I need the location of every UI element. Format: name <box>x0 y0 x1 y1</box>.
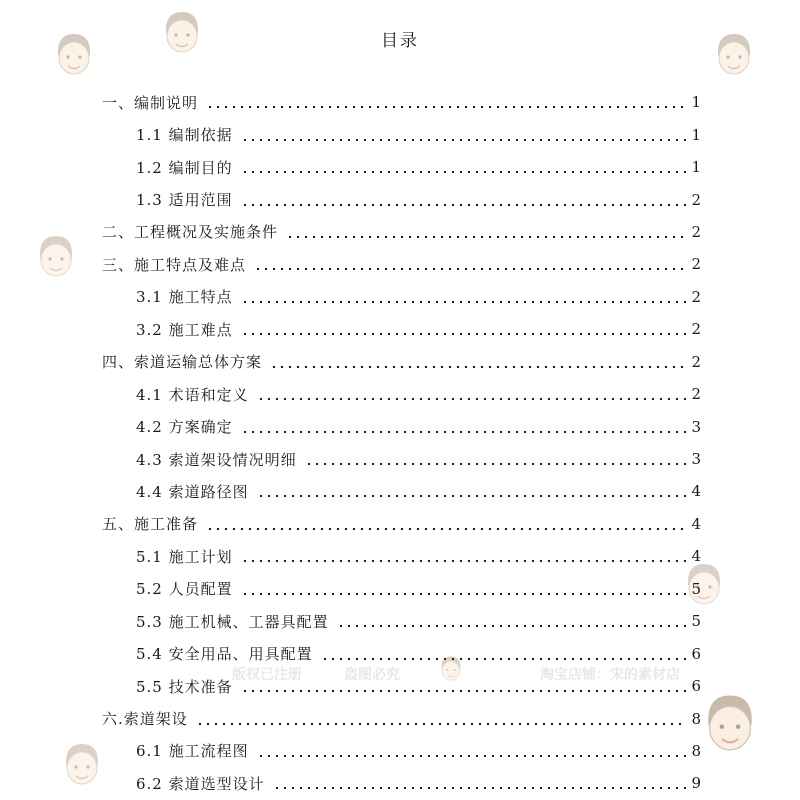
toc-entry[interactable] <box>0 346 800 378</box>
table-of-contents <box>0 86 800 800</box>
toc-entry-label: 一、编制说明 <box>102 93 199 112</box>
toc-entry-page-number: 8 <box>691 741 701 760</box>
toc-entry-label: 六.索道架设 <box>102 710 188 729</box>
toc-entry-label: 5.2 人员配置 <box>136 580 233 599</box>
toc-entry[interactable] <box>0 508 800 540</box>
watermark-text: 版权已注册 <box>232 667 302 683</box>
toc-dot-leader <box>257 397 687 401</box>
toc-dot-leader <box>241 170 687 174</box>
toc-entry-label: 三、施工特点及难点 <box>102 255 247 274</box>
toc-entry-page-number: 9 <box>691 774 701 793</box>
toc-entry-label: 4.1 术语和定义 <box>136 385 249 404</box>
toc-entry-page-number: 1 <box>691 158 701 177</box>
toc-entry[interactable] <box>0 475 800 507</box>
toc-dot-leader <box>321 657 687 661</box>
toc-entry-label: 5.1 施工计划 <box>136 547 233 566</box>
toc-dot-leader <box>206 527 687 531</box>
toc-entry-label: 3.2 施工难点 <box>136 320 233 339</box>
toc-dot-leader <box>286 235 687 239</box>
toc-entry[interactable] <box>0 443 800 475</box>
toc-entry-label: 6.1 施工流程图 <box>136 742 249 761</box>
toc-entry-label: 1.2 编制目的 <box>136 158 233 177</box>
toc-entry-page-number: 8 <box>691 709 701 728</box>
toc-entry[interactable] <box>0 573 800 605</box>
toc-dot-leader <box>273 786 687 790</box>
toc-entry[interactable] <box>0 670 800 702</box>
toc-entry[interactable] <box>0 702 800 734</box>
toc-dot-leader <box>241 559 687 563</box>
toc-entry-page-number: 2 <box>691 320 701 339</box>
toc-entry[interactable] <box>0 86 800 118</box>
toc-entry-page-number: 5 <box>691 579 701 598</box>
toc-entry-label: 6.2 索道选型设计 <box>136 774 265 793</box>
toc-entry-label: 二、工程概况及实施条件 <box>102 223 279 242</box>
toc-dot-leader <box>241 138 687 142</box>
toc-dot-leader <box>305 462 687 466</box>
toc-dot-leader <box>241 592 687 596</box>
toc-entry[interactable] <box>0 313 800 345</box>
toc-entry[interactable] <box>0 540 800 572</box>
toc-entry[interactable] <box>0 767 800 799</box>
toc-entry-label: 四、索道运输总体方案 <box>102 353 263 372</box>
toc-entry-label: 4.2 方案确定 <box>136 418 233 437</box>
toc-entry[interactable] <box>0 410 800 442</box>
toc-entry-label: 1.1 编制依据 <box>136 126 233 145</box>
toc-entry-page-number: 1 <box>691 93 701 112</box>
toc-entry-page-number: 4 <box>691 514 701 533</box>
toc-dot-leader <box>241 430 687 434</box>
toc-entry-page-number: 2 <box>691 255 701 274</box>
toc-entry-label: 5.4 安全用品、用具配置 <box>136 645 313 664</box>
toc-entry[interactable] <box>0 637 800 669</box>
toc-entry-page-number: 5 <box>691 612 701 631</box>
toc-entry[interactable] <box>0 118 800 150</box>
toc-entry-label: 1.3 适用范围 <box>136 191 233 210</box>
toc-entry-label: 4.4 索道路径图 <box>136 482 249 501</box>
toc-dot-leader <box>254 267 687 271</box>
toc-entry-page-number: 2 <box>691 385 701 404</box>
toc-entry-page-number: 1 <box>691 125 701 144</box>
toc-entry-page-number: 4 <box>691 547 701 566</box>
toc-entry-label: 5.5 技术准备 <box>136 677 233 696</box>
toc-entry[interactable] <box>0 378 800 410</box>
toc-entry-page-number: 6 <box>691 677 701 696</box>
toc-entry-page-number: 3 <box>691 417 701 436</box>
toc-entry[interactable] <box>0 151 800 183</box>
toc-entry-label: 3.1 施工特点 <box>136 288 233 307</box>
toc-dot-leader <box>241 300 687 304</box>
toc-dot-leader <box>241 332 687 336</box>
toc-entry[interactable] <box>0 281 800 313</box>
toc-entry-page-number: 2 <box>691 287 701 306</box>
toc-entry-label: 4.3 索道架设情况明细 <box>136 450 297 469</box>
toc-entry-page-number: 2 <box>691 352 701 371</box>
toc-entry[interactable] <box>0 216 800 248</box>
toc-dot-leader <box>337 624 687 628</box>
toc-entry-page-number: 6 <box>691 644 701 663</box>
toc-entry-label: 5.3 施工机械、工器具配置 <box>136 612 329 631</box>
toc-entry-page-number: 2 <box>691 222 701 241</box>
toc-dot-leader <box>257 494 687 498</box>
toc-dot-leader <box>257 754 687 758</box>
toc-dot-leader <box>241 689 687 693</box>
toc-entry-page-number: 2 <box>691 190 701 209</box>
toc-dot-leader <box>206 105 687 109</box>
toc-entry[interactable] <box>0 183 800 215</box>
toc-entry[interactable] <box>0 605 800 637</box>
toc-entry-page-number: 3 <box>691 450 701 469</box>
toc-title: 目录 <box>381 31 419 51</box>
watermark-text: 盗图必究 <box>344 667 400 683</box>
toc-entry-label: 五、施工准备 <box>102 515 199 534</box>
toc-entry[interactable] <box>0 735 800 767</box>
toc-entry[interactable] <box>0 248 800 280</box>
toc-dot-leader <box>196 722 687 726</box>
watermark-text: 淘宝店铺：宋的素材店 <box>540 667 680 683</box>
toc-dot-leader <box>270 365 687 369</box>
toc-entry-page-number: 4 <box>691 482 701 501</box>
toc-dot-leader <box>241 203 687 207</box>
